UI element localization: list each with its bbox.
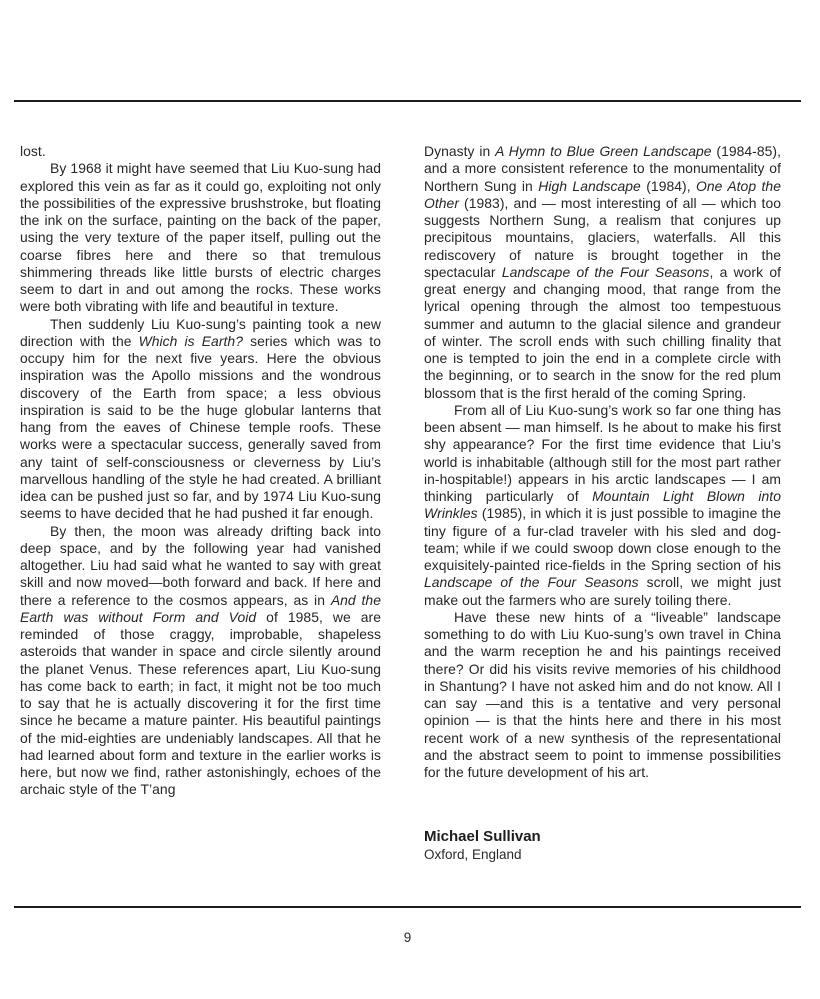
text-column-right: [424, 143, 781, 781]
top-rule: [14, 100, 801, 102]
body-text: scroll, we might just make out the farmers who are surely toiling there.: [424, 574, 781, 608]
artwork-title: Landscape of the Four Seasons: [501, 263, 710, 280]
artwork-title: One Atop the Other: [424, 177, 781, 211]
author-location: Oxford, England: [424, 847, 522, 862]
body-text: (1983), and — most interesting of all — which too suggests Northern Sung, a realism that conjures up precipitous mountains, glaciers, waterfalls. All this rediscovery of nature is brought together in the spectacular: [424, 194, 781, 280]
paragraph: [20, 316, 381, 523]
paragraph: [20, 160, 381, 315]
body-text: (1984-85), and a more consistent reference to the monumentality of Northern Sung in: [424, 143, 781, 194]
body-text: Have these new hints of a “liveable” landscape something to do with Liu Kuo-sung’s own travel in China and the warm reception he and his paintings received there? Or did his visits revive memories of his childhood in Shantung? I have not asked him and do not know. All I can say —and this is a tentative and very personal opinion — is that the hints here and there in his most recent work of a new synthesis of the representational and the abstract seem to point to immense possibilities for the future development of his art.: [424, 608, 781, 780]
page-number: 9: [403, 930, 412, 945]
body-text: (1984),: [640, 177, 697, 194]
bottom-rule: [14, 906, 801, 908]
author-signature: [424, 827, 541, 864]
paragraph: [424, 609, 781, 782]
paragraph: [424, 402, 781, 609]
body-text: of 1985, we are reminded of those craggy, improbable, shapeless asteroids that wander in space and circle silently around the planet Venus. These references apart, Liu Kuo-sung has come back to earth; in fact, it might not be too much to say that he is actually discovering it for the first time since he became a mature painter. His beautiful paintings of the mid-eighties are undeniably landscapes. All that he had learned about form and texture in the earlier works is here, but now we find, rather astonishingly, echoes of the archaic style of the T’ang: [20, 608, 381, 798]
artwork-title: Landscape of the Four Seasons: [424, 574, 639, 591]
body-text: (1985), in which it is just possible to imagine the tiny figure of a fur-clad traveler with his sled and dog-team; while if we could swoop down close enough to the exquisitely-painted rice-fields in the Spring section of his: [424, 505, 781, 573]
paragraph: [424, 143, 781, 402]
paragraph: [20, 523, 381, 799]
body-text: By 1968 it might have seemed that Liu Kuo-sung had explored this vein as far as it could go, exploiting not only the possibilities of the expressive brushstroke, but floating the ink on the surface, painting on the back of the paper, using the very texture of the paper itself, pulling out the coarse fibres here and there so that tremulous shimmering threads like little bursts of electric charges seem to dart in and out among the rocks. These works were both vibrating with life and beautiful in texture.: [20, 160, 381, 315]
text-column-left: [20, 143, 381, 799]
body-text: By then, the moon was already drifting back into deep space, and by the following year had vanished altogether. Liu had said what he wanted to say with great skill and now moved—both forward and back. If here and there a reference to the cosmos appears, as in: [20, 522, 381, 608]
artwork-title: And the Earth was without Form and Void: [20, 591, 381, 625]
body-text: Dynasty in: [424, 143, 496, 159]
body-text: , a work of great energy and changing mood, that range from the lyrical opening through the almost too tempestuous summer and autumn to the glacial silence and grandeur of winter. The scroll ends with such chilling finality that one is tempted to join the end in a complete circle with the beginning, or to search in the snow for the red plum blossom that is the first herald of the coming Spring.: [424, 263, 781, 401]
body-text: Then suddenly Liu Kuo-sung’s painting took a new direction with the: [20, 315, 381, 349]
body-text: From all of Liu Kuo-sung’s work so far one thing has been absent — man himself. Is he about to make his first shy appearance? For the first time evidence that Liu’s world is inhabitable (although still for the most part rather in-hospitable!) appears in his arctic landscapes — I am thinking particularly of: [424, 401, 781, 504]
artwork-title: Which is Earth?: [138, 332, 243, 349]
artwork-title: Mountain Light Blown into Wrinkles: [424, 488, 781, 522]
author-name: Michael Sullivan: [424, 828, 541, 845]
artwork-title: A Hymn to Blue Green Landscape: [495, 143, 712, 159]
body-text: lost.: [20, 143, 46, 159]
paragraph: [20, 143, 381, 160]
body-text: series which was to occupy him for the next five years. Here the obvious inspiration was the Apollo missions and the wondrous discovery of the Earth from space; a less obvious inspiration is said to be the huge globular lanterns that hang from the eaves of Chinese temple roofs. These works were a spectacular success, generally saved from any taint of self-consciousness or cleverness by Liu’s marvellous handling of the style he had created. A brilliant idea can be pushed just so far, and by 1974 Liu Kuo-sung seems to have decided that he had pushed it far enough.: [20, 332, 381, 522]
artwork-title: High Landscape: [538, 177, 641, 194]
